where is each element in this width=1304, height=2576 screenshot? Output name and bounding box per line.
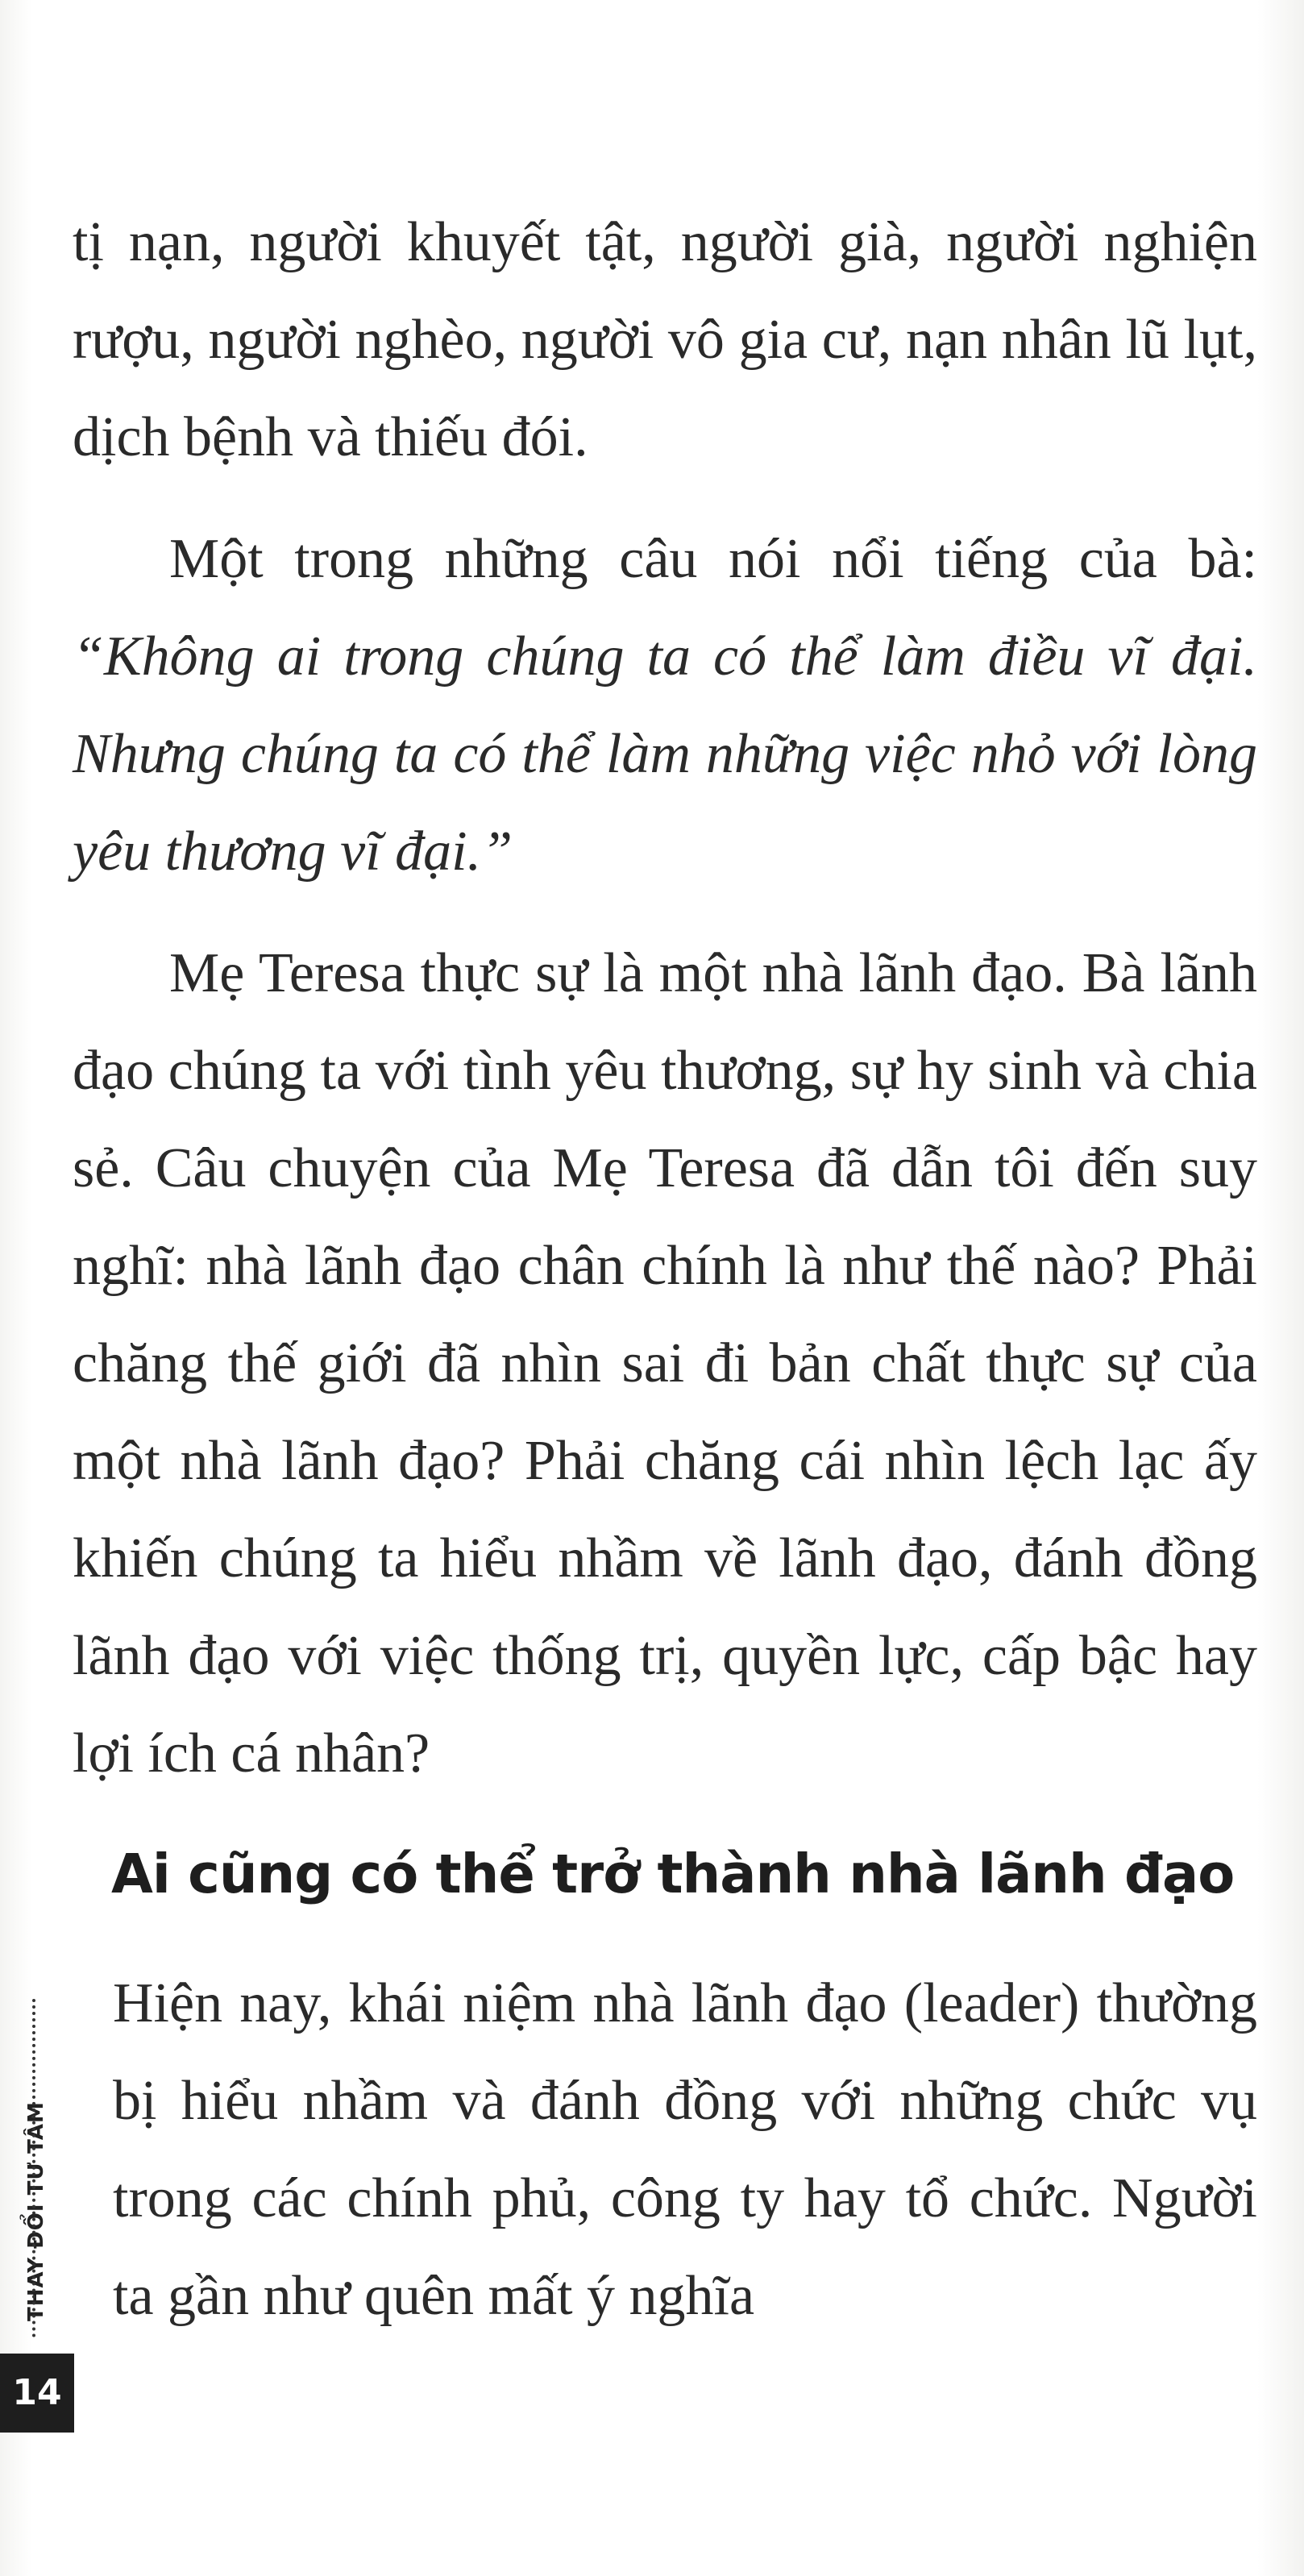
body-text-bottom — [113, 1955, 1257, 2345]
page-number: 14 — [0, 2354, 74, 2433]
running-title — [0, 1999, 48, 2321]
body-text-top — [73, 193, 1257, 1802]
paragraph-3: Mẹ Teresa thực sự là một nhà lãnh đạo. Bà lãnh đạo chúng ta với tình yêu thương, sự hy sinh và chia sẻ. Câu chuyện của Mẹ Teresa đã dẫn tôi đến suy nghĩ: nhà lãnh đạo chân chính là như thế nào? Phải chăng thế giới đã nhìn sai đi bản chất thực sự của một nhà lãnh đạo? Phải chăng cái nhìn lệch lạc ấy khiến chúng ta hiểu nhầm về lãnh đạo, đánh đồng lãnh đạo với việc thống trị, quyền lực, cấp bậc hay lợi ích cá nhân? — [73, 942, 1257, 1785]
paragraph-4: Hiện nay, khái niệm nhà lãnh đạo (leader) thường bị hiểu nhầm và đánh đồng với những chức vụ trong các chính phủ, công ty hay tổ chức. Người ta gần như quên mất ý nghĩa — [113, 1972, 1257, 2327]
running-title-text: THAY ĐỔI TƯ TÂM — [24, 2101, 48, 2321]
paragraph-1: tị nạn, người khuyết tật, người già, người nghiện rượu, người nghèo, người vô gia cư, nạn nhân lũ lụt, dịch bệnh và thiếu đói. — [73, 211, 1257, 468]
paragraph-2 — [73, 510, 1257, 900]
paragraph-2-lead: Một trong những câu nói nổi tiếng của bà: — [169, 528, 1257, 590]
teresa-quote: “Không ai trong chúng ta có thể làm điều vĩ đại. Nhưng chúng ta có thể làm những việc nhỏ với lòng yêu thương vĩ đại.” — [73, 625, 1257, 883]
running-title-dotted-rule — [32, 1999, 39, 2337]
section-heading: Ai cũng có thể trở thành nhà lãnh đạo — [111, 1843, 1235, 1905]
